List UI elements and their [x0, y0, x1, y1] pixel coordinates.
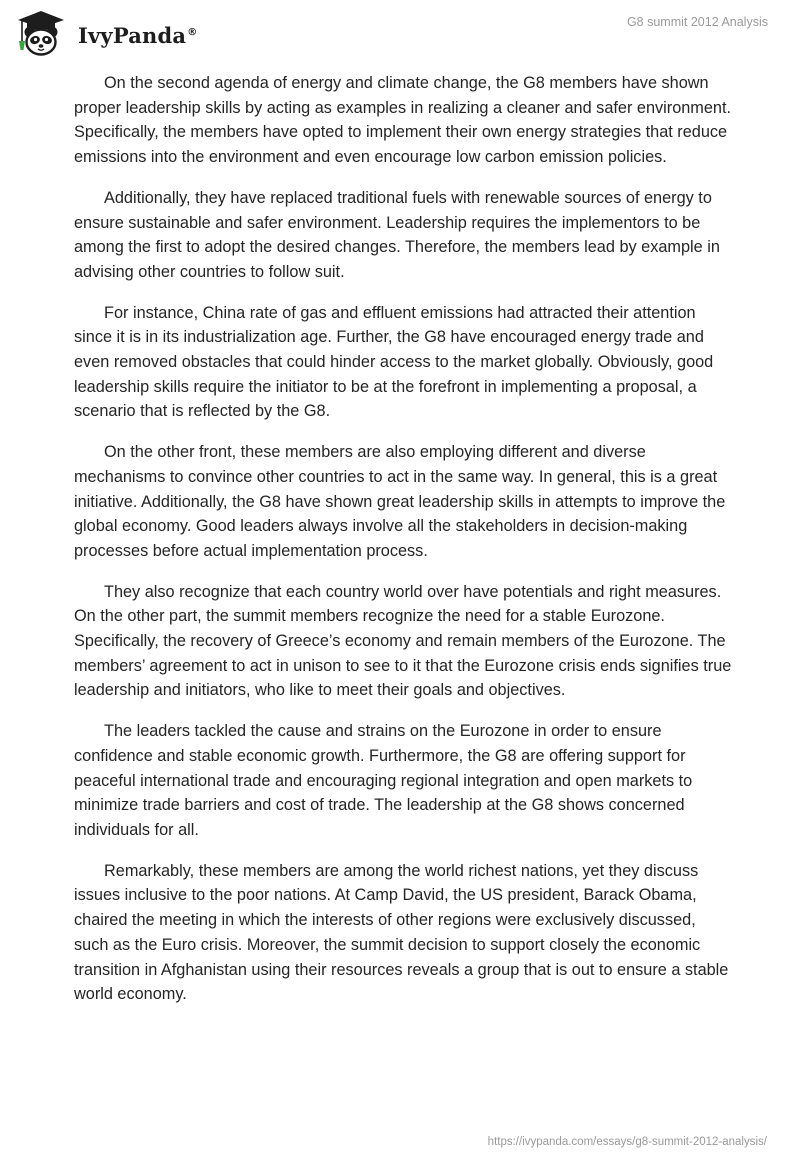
brand-logo[interactable] — [14, 8, 197, 58]
page-header — [0, 0, 800, 64]
panda-graduation-cap-icon — [14, 8, 72, 58]
paragraph-2: Additionally, they have replaced traditional fuels with renewable sources of energy to ensure sustainable and safer environment. Leadership requires the implementors to be among the first to adopt the desired changes. Therefore, the members lead by example in advising other countries to follow suit. — [74, 188, 720, 281]
essay-body — [74, 71, 734, 1023]
logo-wordmark: IvyPanda® — [78, 22, 198, 48]
paragraph-7: Remarkably, these members are among the world richest nations, yet they discuss issues inclusive to the poor nations. At Camp David, the US president, Barack Obama, chaired the meeting in which the interests of other regions were exclusively discussed, such as the Euro crisis. Moreover, the summit decision to support closely the economic transition in Afghanistan using their resources reveals a group that is out to ensure a stable world economy. — [74, 861, 729, 1004]
paragraph-5: They also recognize that each country world over have potentials and right measures. On the other part, the summit members recognize the need for a stable Eurozone. Specifically, the recovery of Greece’s economy and remain members of the Eurozone. The members’ agreement to act in unison to see to it that the Eurozone crisis ends signifies true leadership and initiators, who like to meet their goals and objectives. — [74, 582, 732, 700]
paragraph-1: On the second agenda of energy and climate change, the G8 members have shown proper leadership skills by acting as examples in realizing a cleaner and safer environment. Specifically, the members have opted to implement their own energy strategies that reduce emissions into the environment and even encourage low carbon emission policies. — [74, 74, 732, 167]
source-url[interactable]: https://ivypanda.com/essays/g8-summit-2012-analysis/ — [487, 1136, 767, 1148]
paragraph-6: The leaders tackled the cause and strains on the Eurozone in order to ensure confidence and stable economic growth. Furthermore, the G8 are offering support for peaceful international trade and encouraging regional integration and open markets to minimize trade barriers and cost of trade. The leadership at the G8 shows concerned individuals for all. — [74, 722, 693, 839]
registered-mark: ® — [187, 26, 198, 38]
paragraph-3: For instance, China rate of gas and effluent emissions had attracted their attention since it is in its industrialization age. Further, the G8 have encouraged energy trade and even removed obstacles that could hinder access to the market globally. Obviously, good leadership skills require the initiator to be at the forefront in implementing a proposal, a scenario that is reflected by the G8. — [74, 303, 714, 421]
paragraph-4: On the other front, these members are also employing different and diverse mechanisms to convince other countries to act in the same way. In general, this is a great initiative. Additionally, the G8 have shown great leadership skills in attempts to improve the global economy. Good leaders always involve all the stakeholders in decision-making processes before actual implementation process. — [74, 443, 726, 560]
document-title: G8 summit 2012 Analysis — [626, 15, 768, 29]
